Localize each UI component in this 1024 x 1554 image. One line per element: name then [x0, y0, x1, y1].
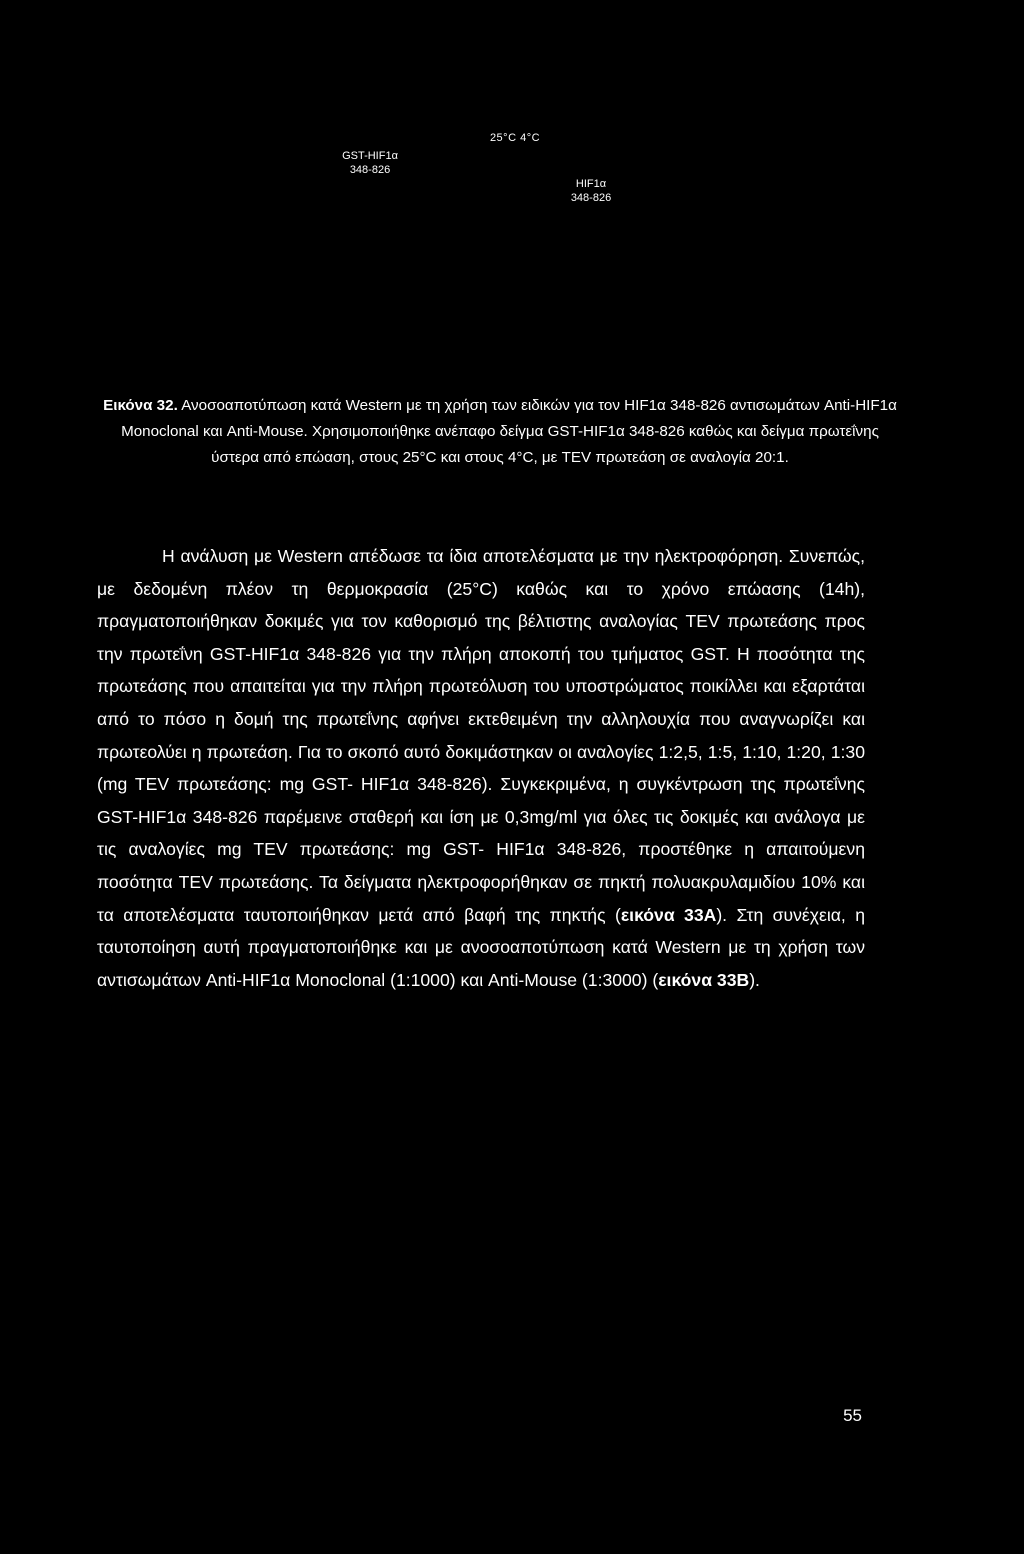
figure-lane-label-gst-hif1a — [325, 149, 415, 177]
figure-band-label-hif1a — [556, 177, 626, 205]
figure-reference-33a: εικόνα 33Α — [620, 904, 717, 925]
body-paragraph — [97, 540, 865, 996]
caption-figure-number: Εικόνα 32. — [103, 397, 178, 414]
figure-reference-33b: εικόνα 33Β — [658, 969, 750, 990]
body-text-part1: Η ανάλυση με Western απέδωσε τα ίδια αποτελέσματα με την ηλεκτροφόρηση. Συνεπώς, με δεδομένη πλέον τη θερμοκρασία (25°C) καθώς και το χρόνο επώασης (14h), πραγματοποιήθηκαν δοκιμές για τον καθορισμό της βέλτιστης αναλογίας TEV πρωτεάσης προς την πρωτεΐνη GST-HIF1α 348-826 για την πλήρη αποκοπή του τμήματος GST. Η ποσότητα της πρωτεάσης που απαιτείται για την πλήρη πρωτεόλυση του υποστρώματος ποικίλλει και εξαρτάται από το πόσο η δομή της πρωτεΐνης αφήνει εκτεθειμένη την αλληλουχία που αναγνωρίζει και πρωτεολύει η πρωτεάση. Για το σκοπό αυτό δοκιμάστηκαν οι αναλογίες 1:2,5, 1:5, 1:10, 1:20, 1:30 (mg TEV πρωτεάσης: mg GST- HIF1α 348-826). Συγκεκριμένα, η συγκέντρωση της πρωτεΐνης GST-HIF1α 348-826 παρέμεινε σταθερή και ίση με 0,3mg/ml για όλες τις δοκιμές και ανάλογα με τις αναλογίες mg TEV πρωτεάσης: mg GST- HIF1α 348-826, προστέθηκε η απαιτούμενη ποσότητα TEV πρωτεάσης. Τα δείγματα ηλεκτροφορήθηκαν σε πηκτή πολυακρυλαμιδίου 10% και τα αποτελέσματα ταυτοποιήθηκαν μετά από βαφή της πηκτής ( — [97, 546, 865, 925]
figure-caption — [100, 393, 900, 471]
gst-label-line1: GST-HIF1α — [342, 150, 398, 162]
page-number: 55 — [843, 1406, 862, 1425]
figure-temperature-labels: 25°C 4°C — [489, 132, 541, 144]
body-text-part3: ). — [749, 969, 760, 990]
gst-label-line2: 348-826 — [349, 164, 391, 176]
body-text-part2: ). Στη συνέχεια, η ταυτοποίηση αυτή πραγματοποιήθηκε και με ανοσοαποτύπωση κατά Western με τη χρήση των αντισωμάτων Anti-HIF1α Monoclonal (1:1000) και Anti-Mouse (1:3000) ( — [97, 904, 866, 990]
hif-label-line1: HIF1α — [575, 178, 607, 190]
caption-text: Ανοσοαποτύπωση κατά Western με τη χρήση των ειδικών για τον HIF1α 348-826 αντισωμάτων Anti-HIF1α Monoclonal και Anti-Mouse. Χρησιμοποιήθηκε ανέπαφο δείγμα GST-HIF1α 348-826 καθώς και δείγμα πρωτεΐνης ύστερα από επώαση, στους 25°C και στους 4°C, με TEV πρωτεάση σε αναλογία 20:1. — [121, 397, 897, 466]
hif-label-line2: 348-826 — [570, 192, 612, 204]
